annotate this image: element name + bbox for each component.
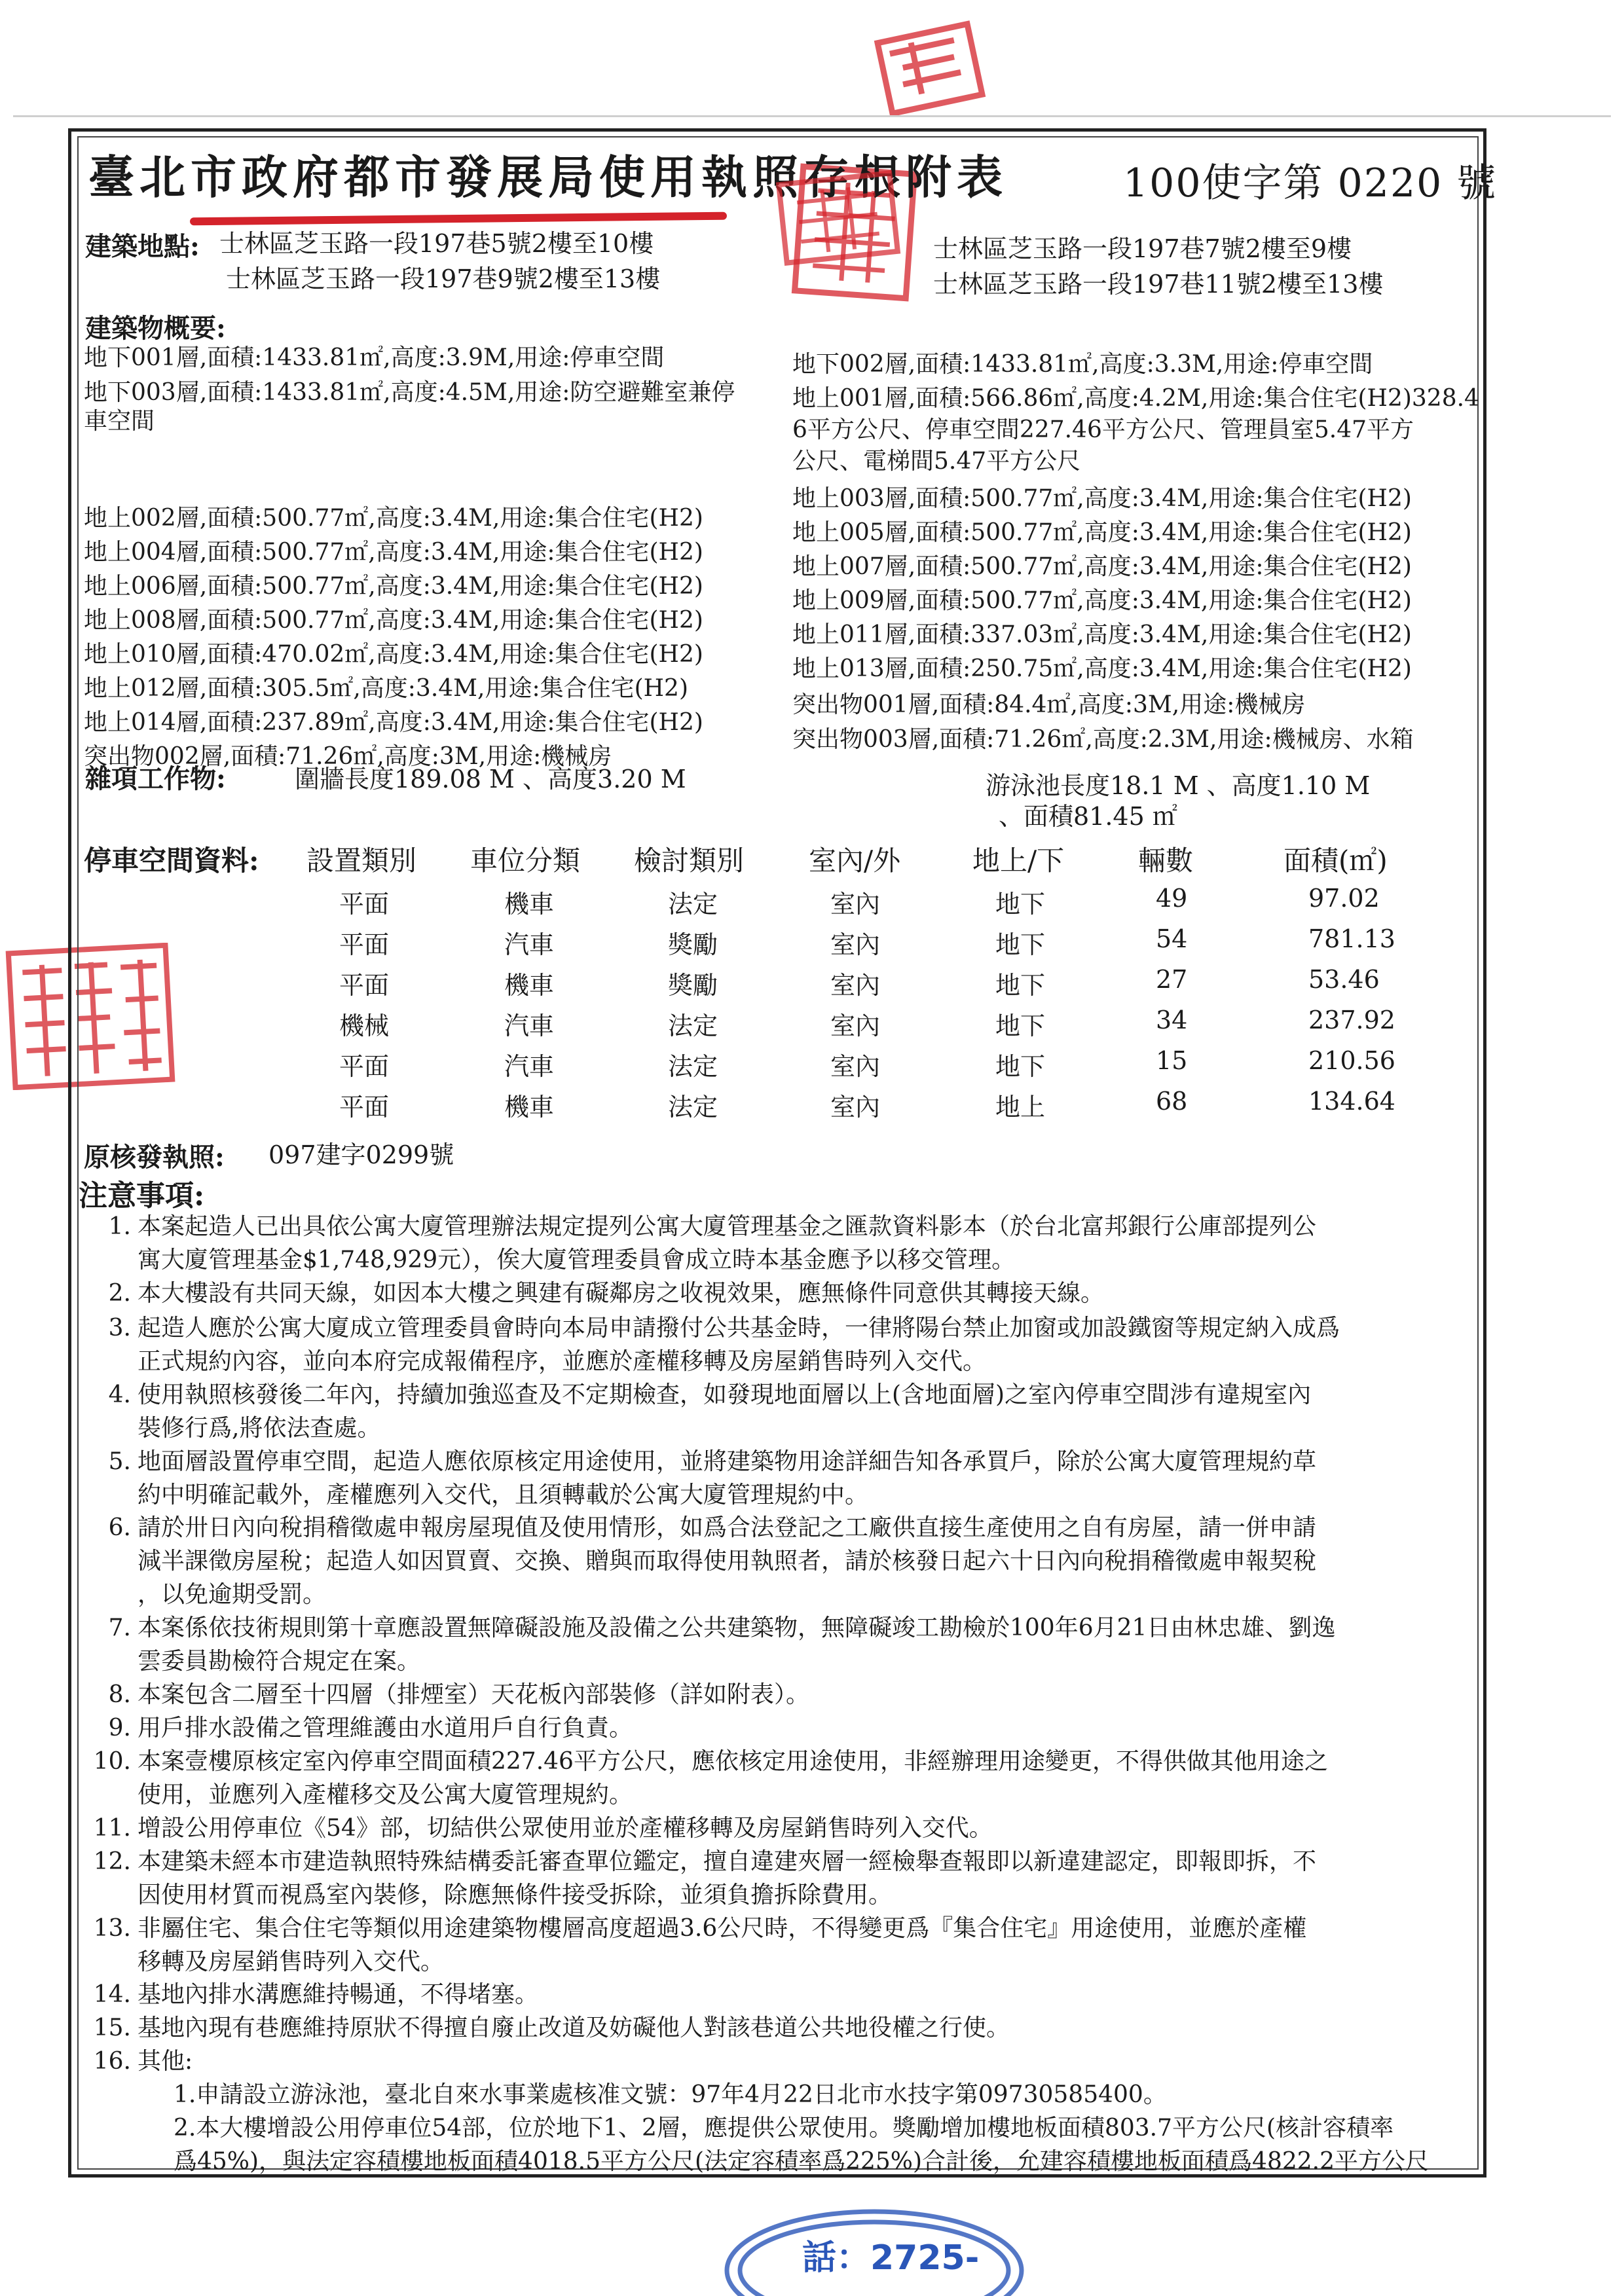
original-permit-value: 097建字0299號 xyxy=(268,1140,454,1169)
note-number: 4. xyxy=(108,1381,131,1408)
parking-cell: 地下 xyxy=(995,1052,1046,1081)
note-item xyxy=(92,1845,1480,1912)
note-number: 8. xyxy=(108,1681,131,1708)
parking-cell: 210.56 xyxy=(1308,1046,1395,1075)
note-text-line: 本案包含二層至十四層（排煙室）天花板內部裝修（詳如附表）。 xyxy=(138,1681,810,1708)
parking-cell: 機車 xyxy=(504,971,555,1000)
note-text-line: 起造人應於公寓大廈成立管理委員會時向本局申請撥付公共基金時，一律將陽台禁止加窗或加設鐵窗等規定納入成爲 xyxy=(138,1315,1340,1341)
parking-cell: 機車 xyxy=(504,890,555,919)
misc-wall: 圍牆長度189.08 M 、高度3.20 M xyxy=(295,765,686,793)
note-item xyxy=(92,1445,1480,1512)
note-number: 6. xyxy=(108,1514,131,1541)
note-item xyxy=(92,1277,1480,1310)
parking-cell: 134.64 xyxy=(1308,1087,1395,1116)
parking-cell: 汽車 xyxy=(504,930,555,959)
parking-cell: 地下 xyxy=(995,930,1046,959)
note-number: 5. xyxy=(108,1448,131,1475)
overview-left-line: 地上014層,面積:237.89㎡,高度:3.4M,用途:集合住宅(H2) xyxy=(84,709,703,736)
note-text-line: 請於卅日內向稅捐稽徵處申報房屋現值及使用情形，如爲合法登記之工廠供直接生產使用之自有房屋，請一併申請 xyxy=(138,1514,1317,1541)
note-item xyxy=(92,2011,1480,2045)
misc-pool-2: 、面積81.45 ㎡ xyxy=(999,802,1177,831)
parking-cell: 機車 xyxy=(504,1093,555,1121)
overview-label: 建築物概要: xyxy=(85,313,226,344)
parking-header: 檢討類別 xyxy=(634,845,745,877)
note-number: 9. xyxy=(108,1715,131,1741)
parking-cell: 68 xyxy=(1156,1087,1188,1116)
note-item xyxy=(92,1978,1480,2011)
note-item xyxy=(92,1812,1480,1845)
note-item xyxy=(92,2045,1480,2078)
parking-cell: 法定 xyxy=(668,890,718,919)
parking-cell: 27 xyxy=(1156,965,1188,994)
overview-right-line: 地上005層,面積:500.77㎡,高度:3.4M,用途:集合住宅(H2) xyxy=(792,519,1412,546)
parking-header: 設置類別 xyxy=(306,845,417,877)
overview-left-line: 車空間 xyxy=(84,408,155,435)
parking-cell: 781.13 xyxy=(1308,924,1395,953)
location-label: 建築地點: xyxy=(85,231,200,262)
overview-left-line: 地上010層,面積:470.02㎡,高度:3.4M,用途:集合住宅(H2) xyxy=(84,641,703,668)
parking-cell: 237.92 xyxy=(1308,1006,1395,1034)
original-permit-label: 原核發執照: xyxy=(84,1142,225,1173)
note-item xyxy=(92,1912,1480,1978)
parking-cell: 室內 xyxy=(830,890,881,919)
overview-left-line: 地上012層,面積:305.5㎡,高度:3.4M,用途:集合住宅(H2) xyxy=(84,675,688,702)
note-text-line: 正式規約內容，並向本府完成報備程序，並應於產權移轉及房屋銷售時列入交代。 xyxy=(138,1348,987,1375)
overview-right-line: 突出物001層,面積:84.4㎡,高度:3M,用途:機械房 xyxy=(792,691,1306,718)
parking-cell: 地下 xyxy=(995,971,1046,1000)
parking-cell: 平面 xyxy=(339,890,390,919)
note-item xyxy=(92,1678,1480,1711)
parking-cell: 54 xyxy=(1156,924,1188,953)
note-number: 16. xyxy=(93,2048,131,2075)
overview-right-line: 地上011層,面積:337.03㎡,高度:3.4M,用途:集合住宅(H2) xyxy=(792,621,1412,648)
note-text-line: 寓大廈管理基金$1,748,929元），俟大廈管理委員會成立時本基金應予以移交管理。 xyxy=(138,1247,1016,1273)
note-text-line: 移轉及房屋銷售時列入交代。 xyxy=(138,1948,445,1975)
note-number: 2. xyxy=(108,1280,131,1307)
overview-left-line: 地下001層,面積:1433.81㎡,高度:3.9M,用途:停車空間 xyxy=(84,344,665,371)
parking-cell: 53.46 xyxy=(1308,965,1380,994)
parking-header: 地上/下 xyxy=(972,845,1065,877)
note-number: 3. xyxy=(108,1315,131,1341)
parking-cell: 法定 xyxy=(668,1011,718,1040)
note-text-line: 其他: xyxy=(138,2048,193,2075)
parking-cell: 汽車 xyxy=(504,1052,555,1081)
permit-number: 100使字第 0220 號 xyxy=(1123,160,1498,206)
note-text-line: 使用，並應列入產權移交及公寓大廈管理規約。 xyxy=(138,1781,633,1808)
note-text-line: 裝修行爲,將依法查處。 xyxy=(138,1415,381,1442)
parking-cell: 97.02 xyxy=(1308,884,1380,913)
location-left-1: 士林區芝玉路一段197巷5號2樓至10樓 xyxy=(219,229,654,258)
notes-label: 注意事項: xyxy=(79,1179,205,1212)
parking-cell: 平面 xyxy=(339,1052,390,1081)
note-text-line: 雲委員勘檢符合規定在案。 xyxy=(138,1648,421,1675)
note-item xyxy=(92,1378,1480,1445)
overview-left-line: 地上006層,面積:500.77㎡,高度:3.4M,用途:集合住宅(H2) xyxy=(84,573,703,600)
overview-right-line: 公尺、電梯間5.47平方公尺 xyxy=(792,448,1081,475)
parking-cell: 地下 xyxy=(995,1011,1046,1040)
overview-left-line: 地下003層,面積:1433.81㎡,高度:4.5M,用途:防空避難室兼停 xyxy=(84,379,735,406)
note-text-line: 本建築未經本市建造執照特殊結構委託審查單位鑑定，擅自違建夾層一經檢舉查報即以新違建認定，即報即拆，不 xyxy=(138,1848,1317,1875)
stamp-phone-text: 話：2725- xyxy=(802,2238,980,2278)
overview-right-line: 地下002層,面積:1433.81㎡,高度:3.3M,用途:停車空間 xyxy=(792,351,1373,378)
note-number: 1. xyxy=(108,1213,131,1240)
overview-left-line: 地上002層,面積:500.77㎡,高度:3.4M,用途:集合住宅(H2) xyxy=(84,505,703,532)
parking-cell: 室內 xyxy=(830,1093,881,1121)
overview-right-line: 地上009層,面積:500.77㎡,高度:3.4M,用途:集合住宅(H2) xyxy=(792,587,1412,614)
document-title: 臺北市政府都市發展局使用執照存根附表 xyxy=(88,150,1008,204)
note-item xyxy=(92,1611,1480,1678)
note-item xyxy=(92,1511,1480,1611)
parking-header: 室內/外 xyxy=(809,845,901,877)
parking-cell: 室內 xyxy=(830,971,881,1000)
parking-cell: 34 xyxy=(1156,1006,1188,1034)
note-text-line: 本案壹樓原核定室內停車空間面積227.46平方公尺，應依核定用途使用，非經辦理用途變更，不得供做其他用途之 xyxy=(138,1748,1328,1775)
note-text-line: 基地內排水溝應維持暢通，不得堵塞。 xyxy=(138,1981,539,2008)
note-number: 14. xyxy=(93,1981,131,2008)
parking-cell: 獎勵 xyxy=(668,971,718,1000)
parking-header: 輛數 xyxy=(1138,845,1194,877)
note-number: 12. xyxy=(93,1848,131,1875)
blue-phone-stamp xyxy=(717,2192,1031,2296)
red-seal-stamp-center xyxy=(773,169,904,267)
note-text-line: 非屬住宅、集合住宅等類似用途建築物樓層高度超過3.6公尺時，不得變更爲『集合住宅』用途使用，並應於產權 xyxy=(138,1915,1307,1942)
parking-cell: 49 xyxy=(1156,884,1188,913)
misc-pool-1: 游泳池長度18.1 M 、高度1.10 M xyxy=(986,771,1371,800)
parking-cell: 地上 xyxy=(995,1093,1046,1121)
misc-label: 雜項工作物: xyxy=(85,763,226,794)
parking-cell: 獎勵 xyxy=(668,930,718,959)
note-text-line: 約中明確記載外，產權應列入交代，且須轉載於公寓大廈管理規約中。 xyxy=(138,1482,869,1508)
note-number: 10. xyxy=(93,1748,131,1775)
note-text-line: 因使用材質而視爲室內裝修，除應無條件接受拆除，並須負擔拆除費用。 xyxy=(138,1882,893,1908)
overview-right-line: 6平方公尺、停車空間227.46平方公尺、管理員室5.47平方 xyxy=(792,416,1414,443)
note-text-line: ，以免逾期受罰。 xyxy=(138,1581,327,1608)
note-number: 7. xyxy=(108,1614,131,1641)
parking-cell: 室內 xyxy=(830,1052,881,1081)
parking-cell: 15 xyxy=(1156,1046,1188,1075)
note-text-line: 使用執照核發後二年內，持續加強巡查及不定期檢查，如發現地面層以上(含地面層)之室內停車空間涉有違規室內 xyxy=(138,1381,1312,1408)
overview-right-line: 地上013層,面積:250.75㎡,高度:3.4M,用途:集合住宅(H2) xyxy=(792,655,1412,682)
note-item xyxy=(92,1711,1480,1745)
note-text-line: 減半課徵房屋稅；起造人如因買賣、交換、贈與而取得使用執照者，請於核發日起六十日內向稅捐稽徵處申報契稅 xyxy=(138,1548,1317,1575)
note-number: 13. xyxy=(93,1915,131,1942)
location-left-2: 士林區芝玉路一段197巷9號2樓至13樓 xyxy=(226,264,661,293)
overview-right-line: 地上003層,面積:500.77㎡,高度:3.4M,用途:集合住宅(H2) xyxy=(792,485,1412,512)
note-text-line: 增設公用停車位《54》部，切結供公眾使用並於產權移轉及房屋銷售時列入交代。 xyxy=(138,1815,993,1842)
note-text-line: 本案起造人已出具依公寓大廈管理辦法規定提列公寓大廈管理基金之匯款資料影本（於台北富邦銀行公庫部提列公 xyxy=(138,1213,1317,1240)
note-sub-item xyxy=(92,2111,1480,2178)
overview-right-line: 地上007層,面積:500.77㎡,高度:3.4M,用途:集合住宅(H2) xyxy=(792,553,1412,580)
overview-left-line: 地上008層,面積:500.77㎡,高度:3.4M,用途:集合住宅(H2) xyxy=(84,607,703,634)
location-right-2: 士林區芝玉路一段197巷11號2樓至13樓 xyxy=(933,270,1384,299)
note-text-line: 爲45%)，與法定容積樓地板面積4018.5平方公尺(法定容積率爲225%)合計後，允建容積樓地板面積爲4822.2平方公尺 xyxy=(174,2148,1430,2175)
note-text-line: 1.申請設立游泳池，臺北自來水事業處核准文號：97年4月22日北市水技字第09730585400。 xyxy=(174,2081,1167,2108)
note-number: 11. xyxy=(93,1815,131,1842)
parking-cell: 平面 xyxy=(339,1093,390,1121)
parking-cell: 地下 xyxy=(995,890,1046,919)
overview-left-line: 地上004層,面積:500.77㎡,高度:3.4M,用途:集合住宅(H2) xyxy=(84,539,703,566)
note-text-line: 本大樓設有共同天線，如因本大樓之興建有礙鄰房之收視效果，應無條件同意供其轉接天線。 xyxy=(138,1280,1105,1307)
note-text-line: 基地內現有巷應維持原狀不得擅自廢止改道及妨礙他人對該巷道公共地役權之行使。 xyxy=(138,2014,1010,2041)
parking-cell: 法定 xyxy=(668,1052,718,1081)
note-item xyxy=(92,1311,1480,1378)
note-text-line: 用戶排水設備之管理維護由水道用戶自行負責。 xyxy=(138,1715,633,1741)
parking-cell: 室內 xyxy=(830,1011,881,1040)
note-text-line: 本案係依技術規則第十章應設置無障礙設施及設備之公共建築物，無障礙竣工勘檢於100年6月21日由林忠雄、劉逸 xyxy=(138,1614,1336,1641)
parking-cell: 法定 xyxy=(668,1093,718,1121)
note-number: 15. xyxy=(93,2014,131,2041)
parking-cell: 平面 xyxy=(339,971,390,1000)
note-item xyxy=(92,1210,1480,1277)
location-right-1: 士林區芝玉路一段197巷7號2樓至9樓 xyxy=(933,234,1352,263)
parking-header: 面積(㎡) xyxy=(1283,845,1388,877)
parking-label: 停車空間資料: xyxy=(84,845,259,877)
overview-right-line: 突出物003層,面積:71.26㎡,高度:2.3M,用途:機械房、水箱 xyxy=(792,726,1414,753)
note-text-line: 2.本大樓增設公用停車位54部，位於地下1、2層，應提供公眾使用。獎勵增加樓地板面積803.7平方公尺(核計容積率 xyxy=(174,2115,1394,2141)
parking-cell: 室內 xyxy=(830,930,881,959)
note-sub-item xyxy=(92,2078,1480,2111)
parking-cell: 機械 xyxy=(339,1011,390,1040)
parking-header: 車位分類 xyxy=(470,845,581,877)
scan-top-line xyxy=(13,115,1611,117)
overview-left-line: 突出物002層,面積:71.26㎡,高度:3M,用途:機械房 xyxy=(84,743,612,770)
parking-cell: 汽車 xyxy=(504,1011,555,1040)
overview-right-line: 地上001層,面積:566.86㎡,高度:4.2M,用途:集合住宅(H2)328.4 xyxy=(792,385,1479,412)
note-text-line: 地面層設置停車空間，起造人應依原核定用途使用，並將建築物用途詳細告知各承買戶，除於公寓大廈管理規約草 xyxy=(138,1448,1317,1475)
note-item xyxy=(92,1745,1480,1812)
parking-cell: 平面 xyxy=(339,930,390,959)
